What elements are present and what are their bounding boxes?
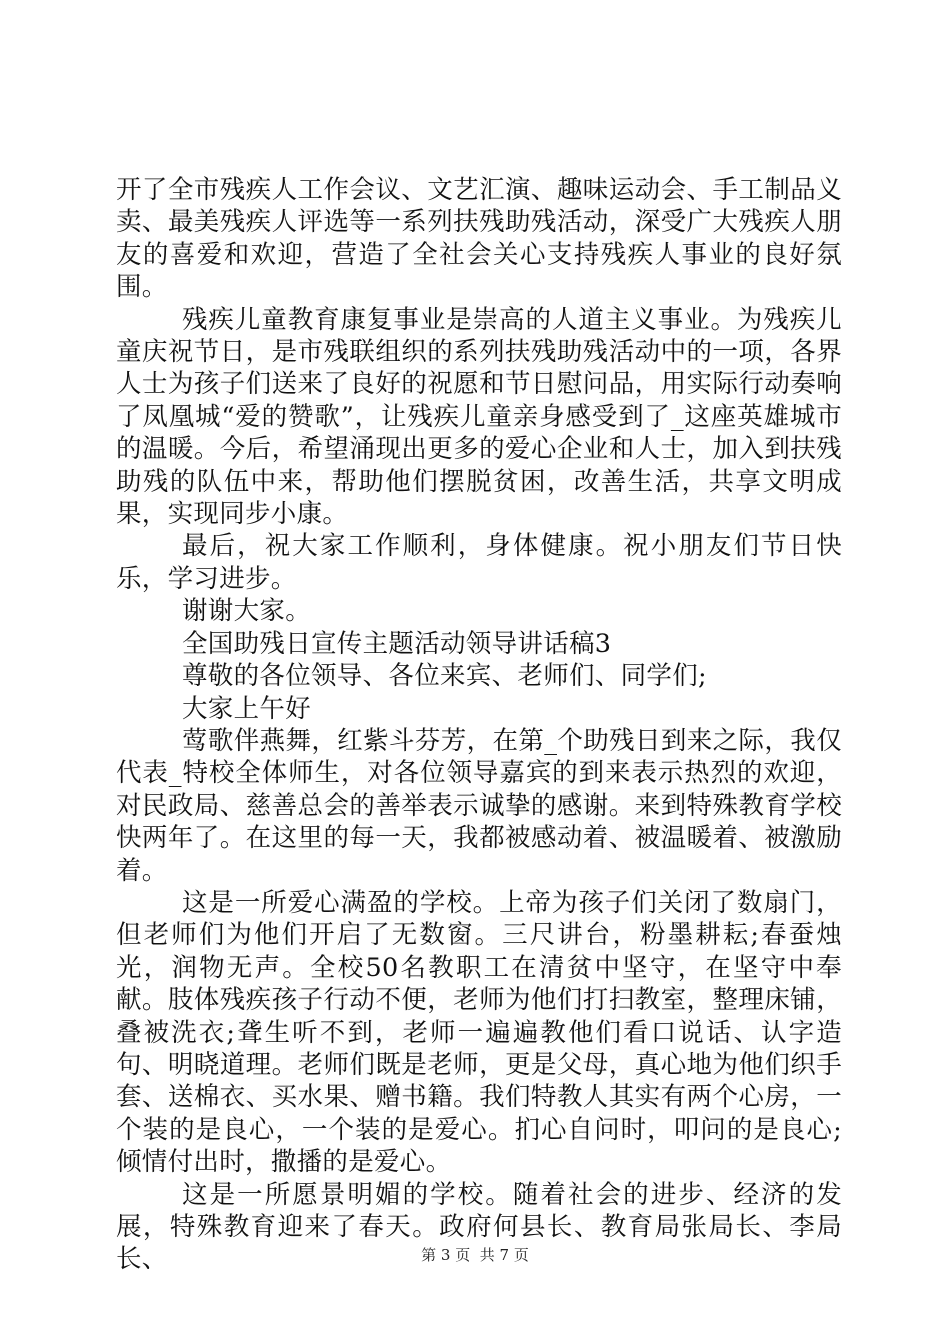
paragraph-8: 莺歌伴燕舞，红紫斗芬芳，在第_个助残日到来之际，我仅代表_特校全体师生，对各位领导嘉宾的到来表示热烈的欢迎，对民政局、慈善总会的善举表示诚挚的感谢。来到特殊教育学校快两年了。在这里的每一天，我都被感动着、被温暖着、被激励着。 <box>116 725 842 886</box>
paragraph-2: 残疾儿童教育康复事业是崇高的人道主义事业。为残疾儿童庆祝节日，是市残联组织的系列扶残助残活动中的一项，各界人士为孩子们送来了良好的祝愿和节日慰问品，用实际行动奏响了凤凰城“爱的赞歌”，让残疾儿童亲身感受到了_这座英雄城市的温暖。今后，希望涌现出更多的爱心企业和人士，加入到扶残助残的队伍中来，帮助他们摆脱贫困，改善生活，共享文明成果，实现同步小康。 <box>116 304 842 530</box>
salutation: 尊敬的各位领导、各位来宾、老师们、同学们; <box>182 661 707 692</box>
paragraph-3: 最后，祝大家工作顺利，身体健康。祝小朋友们节日快乐，学习进步。 <box>116 531 842 594</box>
paragraph-10: 这是一所愿景明媚的学校。随着社会的进步、经济的发展，特殊教育迎来了春天。政府何县长、教育局张局长、李局长、 <box>116 1179 842 1275</box>
paragraph-4: 谢谢大家。 <box>182 596 312 627</box>
paragraph-1: 开了全市残疾人工作会议、文艺汇演、趣味运动会、手工制品义卖、最美残疾人评选等一系列扶残助残活动，深受广大残疾人朋友的喜爱和欢迎，营造了全社会关心支持残疾人事业的良好氛围。 <box>116 175 842 303</box>
page-footer <box>0 1245 950 1265</box>
page-number-label: 第 3 页 共 7 页 <box>421 1246 529 1264</box>
document-body <box>116 174 842 1276</box>
greeting: 大家上午好 <box>182 693 312 724</box>
paragraph-9: 这是一所爱心满盈的学校。上帝为孩子们关闭了数扇门，但老师们为他们开启了无数窗。三尺讲台，粉墨耕耘;春蚕烛光，润物无声。全校50名教职工在清贫中坚守，在坚守中奉献。肢体残疾孩子行动不便，老师为他们打扫教室，整理床铺，叠被洗衣;聋生听不到，老师一遍遍教他们看口说话、认字造句、明晓道理。老师们既是老师，更是父母，真心地为他们织手套、送棉衣、买水果、赠书籍。我们特教人其实有两个心房，一个装的是良心，一个装的是爱心。扪心自问时，叩问的是良心;倾情付出时，撒播的是爱心。 <box>116 887 842 1178</box>
section-heading: 全国助残日宣传主题活动领导讲话稿3 <box>182 628 612 659</box>
